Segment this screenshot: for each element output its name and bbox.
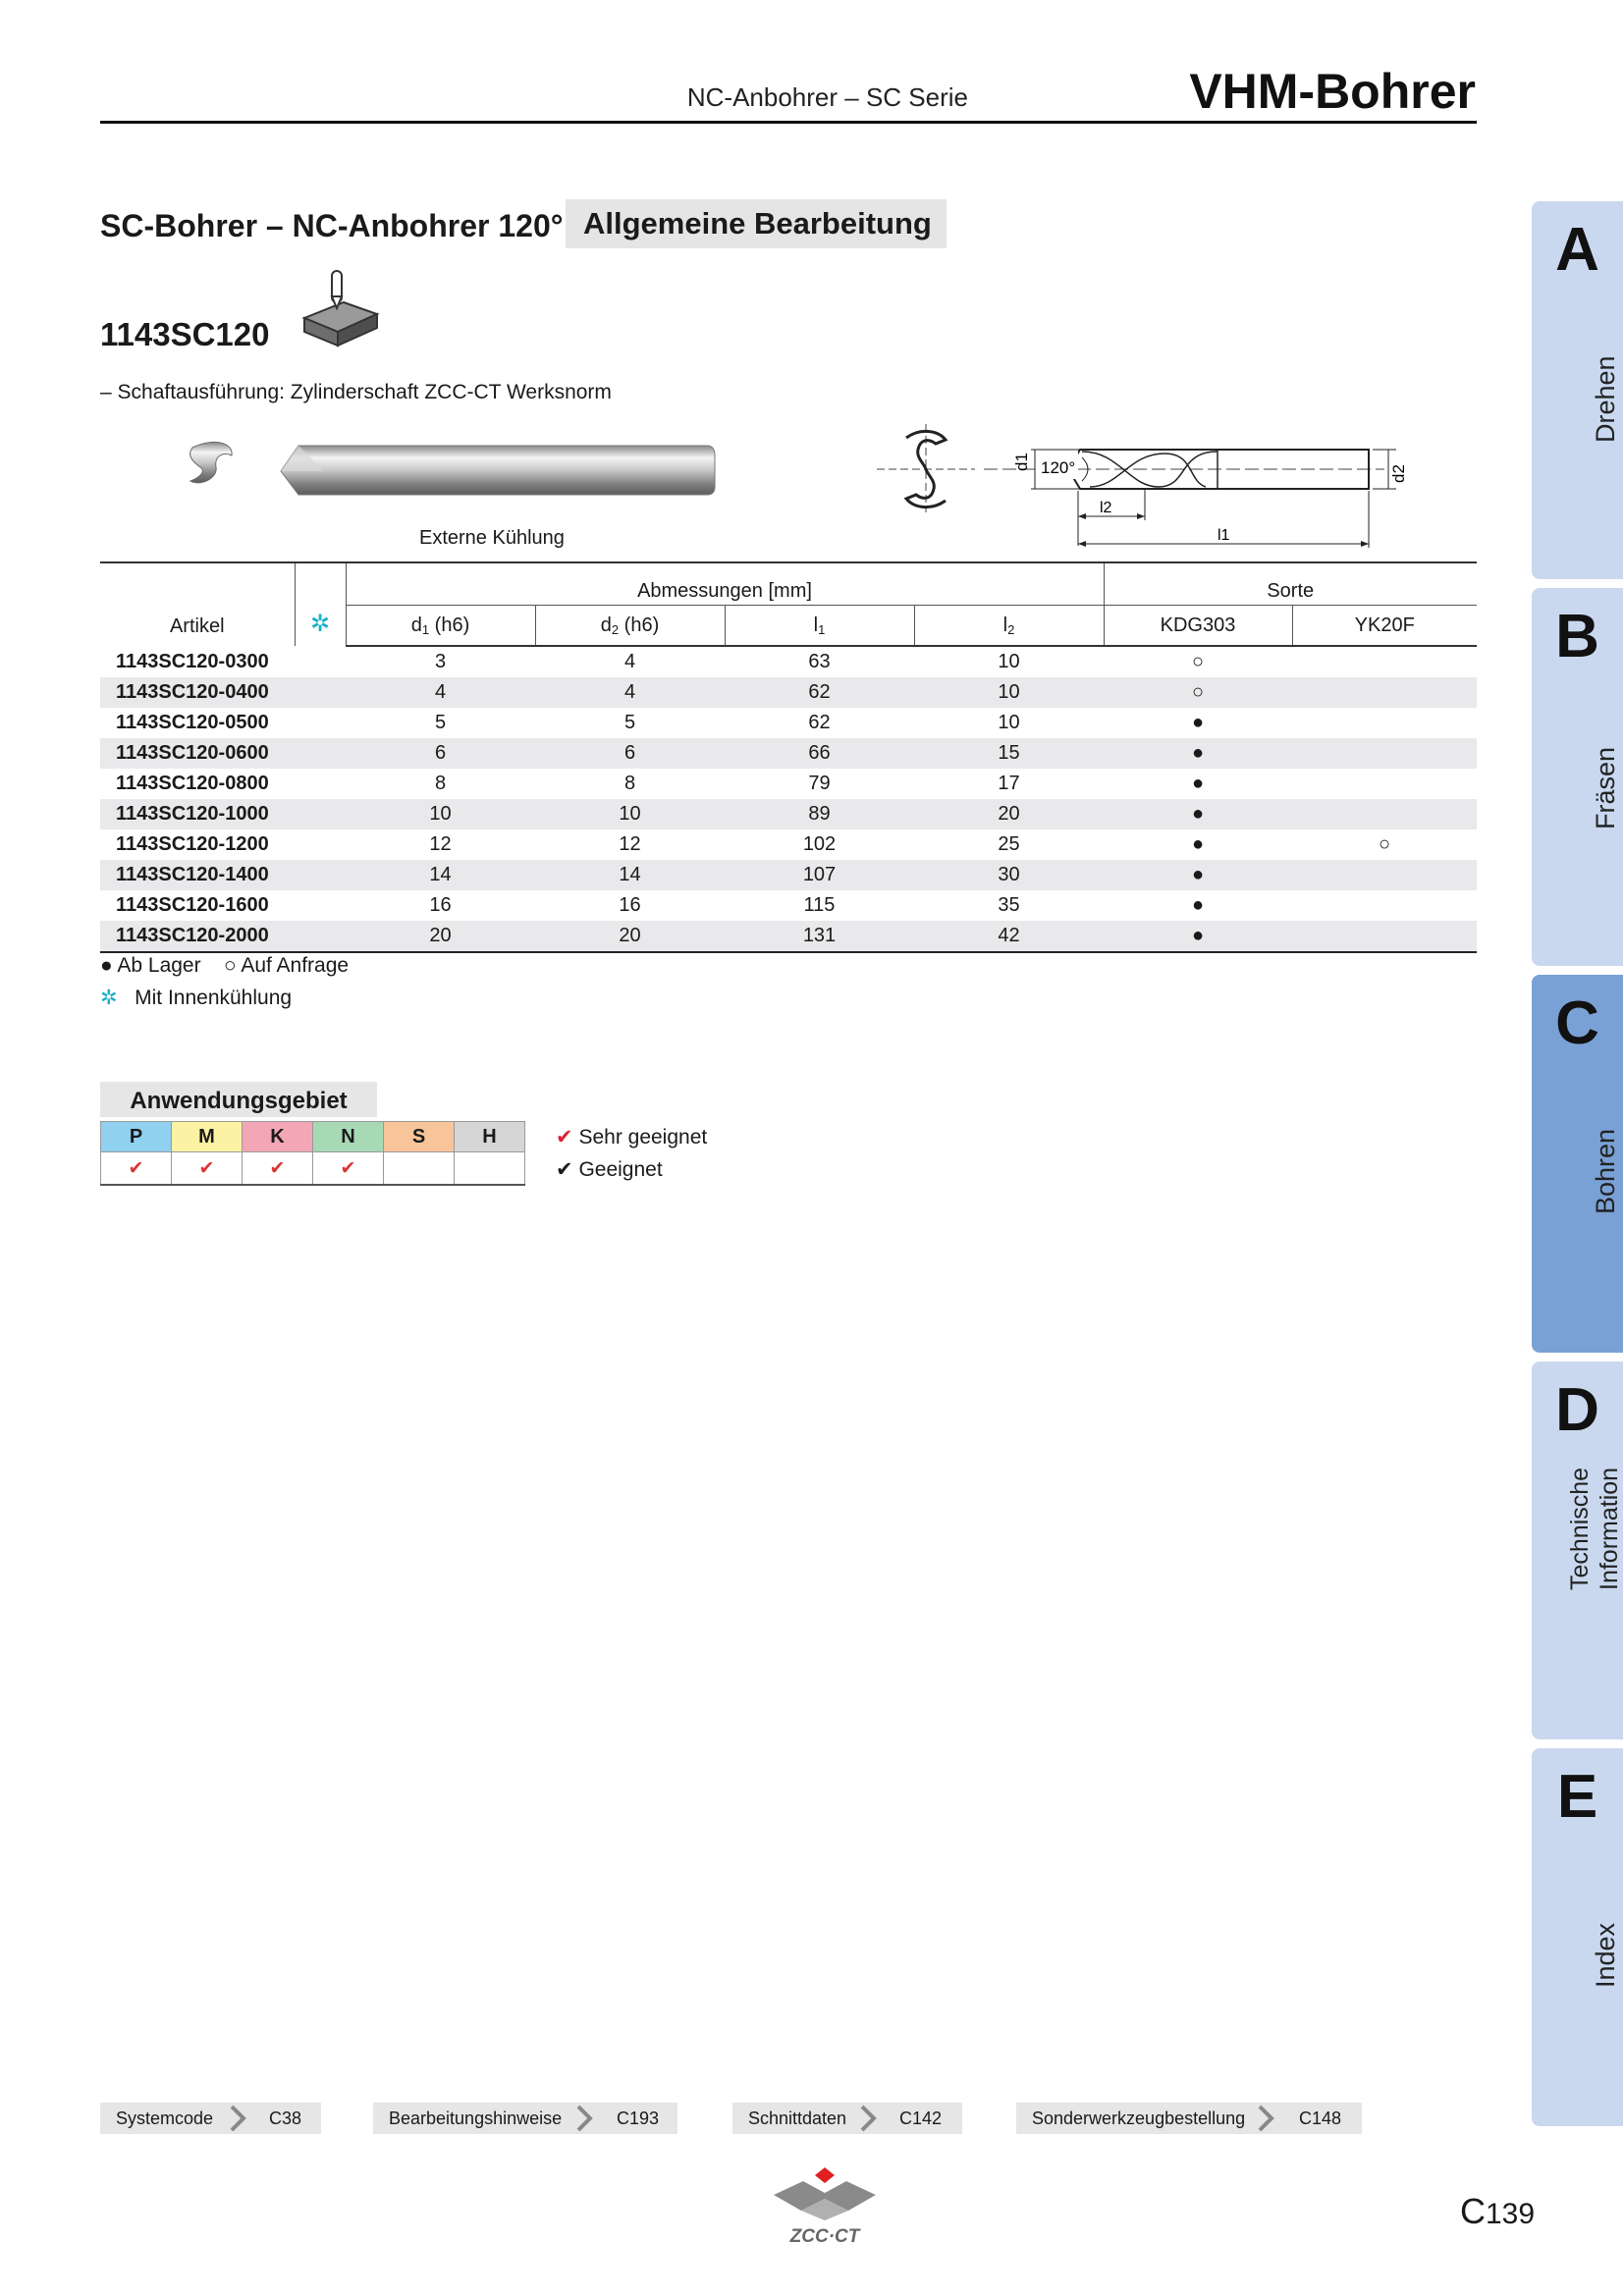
stock-symbol: ● bbox=[100, 954, 113, 977]
cell-yk20f bbox=[1292, 738, 1477, 769]
cell-yk20f bbox=[1292, 890, 1477, 921]
material-suitability-mark bbox=[455, 1152, 525, 1186]
col-header-l1 bbox=[725, 606, 914, 647]
col-tolerance: (h6) bbox=[429, 614, 470, 636]
tab-letter: B bbox=[1555, 603, 1599, 670]
tab-letter: D bbox=[1555, 1376, 1599, 1444]
group-header-dimensions: Abmessungen [mm] bbox=[346, 562, 1104, 606]
cell-kdg303: ● bbox=[1191, 833, 1205, 855]
table-row bbox=[100, 738, 1477, 769]
cell-coolant bbox=[295, 738, 346, 769]
col-header-yk20f: YK20F bbox=[1292, 606, 1477, 647]
cell-article: 1143SC120-0800 bbox=[116, 773, 269, 794]
cell-coolant bbox=[295, 890, 346, 921]
cell-kdg303: ○ bbox=[1104, 677, 1292, 708]
cell-l1: 66 bbox=[725, 738, 914, 769]
table-row bbox=[100, 921, 1477, 952]
page-section-letter: C bbox=[1460, 2191, 1486, 2231]
material-suitability-mark: ✔ bbox=[101, 1152, 172, 1186]
cell-l1: 62 bbox=[725, 677, 914, 708]
tab-fraesen[interactable] bbox=[1532, 588, 1623, 966]
legend-very-suitable bbox=[556, 1125, 707, 1149]
tab-index[interactable] bbox=[1532, 1748, 1623, 2126]
page-number-value: 139 bbox=[1486, 2198, 1536, 2230]
cell-d1: 16 bbox=[429, 894, 452, 916]
col-header-article: Artikel bbox=[169, 615, 225, 637]
ref-bearbeitungshinweise[interactable] bbox=[373, 2103, 677, 2134]
logo-text: ZCC·CT bbox=[789, 2226, 860, 2247]
application-badge: Allgemeine Bearbeitung bbox=[566, 199, 947, 248]
table-row bbox=[100, 708, 1477, 738]
header-rule bbox=[100, 121, 1477, 124]
series-code: 1143SC120 bbox=[100, 316, 270, 352]
col-symbol: d bbox=[600, 614, 612, 636]
cell-article: 1143SC120-0400 bbox=[100, 677, 295, 708]
tab-letter: E bbox=[1556, 1763, 1598, 1831]
col-symbol: d bbox=[410, 614, 422, 636]
cell-article: 1143SC120-0500 bbox=[116, 712, 269, 733]
chevron-right-icon bbox=[228, 2105, 249, 2132]
cell-d2: 8 bbox=[623, 773, 636, 794]
drill-photo-icon bbox=[177, 432, 719, 501]
stock-label: Ab Lager bbox=[117, 954, 201, 977]
cell-d1: 12 bbox=[429, 833, 452, 855]
tab-label-line: Technische bbox=[1566, 1467, 1594, 1590]
cell-kdg303: ● bbox=[1191, 894, 1205, 916]
workpiece-icon bbox=[297, 267, 385, 349]
cell-article: 1143SC120-0300 bbox=[116, 650, 269, 672]
cell-l1: 102 bbox=[802, 833, 837, 855]
dim-l1-label: l1 bbox=[1218, 527, 1230, 544]
dim-l2-label: l2 bbox=[1100, 500, 1112, 516]
cell-d1: 10 bbox=[346, 799, 535, 829]
cell-d1: 14 bbox=[346, 860, 535, 890]
cell-d1: 3 bbox=[434, 651, 447, 672]
cell-l2: 35 bbox=[998, 894, 1020, 916]
cell-l1: 89 bbox=[725, 799, 914, 829]
cell-coolant bbox=[295, 646, 346, 677]
header-series-label: NC-Anbohrer – SC Serie bbox=[686, 82, 968, 112]
material-suitability-mark: ✔ bbox=[243, 1152, 313, 1186]
tab-label: Index bbox=[1591, 1922, 1620, 1988]
cell-yk20f: ○ bbox=[1378, 833, 1391, 855]
ref-sonderwerkzeugbestellung[interactable] bbox=[1016, 2103, 1362, 2134]
cell-yk20f bbox=[1292, 860, 1477, 890]
cell-d1: 5 bbox=[434, 712, 447, 733]
cell-article: 1143SC120-0600 bbox=[100, 738, 295, 769]
material-n: N bbox=[313, 1122, 384, 1152]
cell-coolant bbox=[295, 708, 346, 738]
table-row bbox=[100, 890, 1477, 921]
ref-label: Systemcode bbox=[116, 2109, 214, 2128]
col-subscript: 2 bbox=[611, 621, 620, 637]
cell-l2: 42 bbox=[914, 921, 1104, 952]
ref-label: Sonderwerkzeugbestellung bbox=[1032, 2109, 1246, 2128]
ref-code: C193 bbox=[617, 2109, 660, 2128]
technical-drawing bbox=[972, 432, 1408, 550]
product-table bbox=[100, 561, 1477, 953]
material-k: K bbox=[243, 1122, 313, 1152]
ref-label: Bearbeitungshinweise bbox=[389, 2109, 563, 2128]
cell-d2: 20 bbox=[535, 921, 725, 952]
group-header-grade: Sorte bbox=[1104, 562, 1477, 606]
cell-kdg303: ● bbox=[1104, 799, 1292, 829]
legend-suitable bbox=[556, 1157, 663, 1182]
col-symbol: l bbox=[1002, 614, 1008, 636]
cell-d2: 12 bbox=[619, 833, 641, 855]
tab-bohren[interactable] bbox=[1532, 975, 1623, 1353]
cell-yk20f bbox=[1292, 646, 1477, 677]
material-m: M bbox=[172, 1122, 243, 1152]
col-header-l2 bbox=[914, 606, 1104, 647]
cell-yk20f bbox=[1292, 799, 1477, 829]
check-icon: ✔ bbox=[556, 1126, 573, 1148]
section-title: SC-Bohrer – NC-Anbohrer 120° bbox=[100, 208, 564, 243]
cell-l1: 63 bbox=[808, 651, 831, 672]
cell-l1: 131 bbox=[725, 921, 914, 952]
cell-coolant bbox=[295, 799, 346, 829]
cell-coolant bbox=[295, 860, 346, 890]
cell-d2: 14 bbox=[535, 860, 725, 890]
cell-l2: 10 bbox=[998, 712, 1020, 733]
cooling-legend bbox=[100, 986, 292, 1010]
material-suitability-mark: ✔ bbox=[313, 1152, 384, 1186]
material-suitability-mark: ✔ bbox=[172, 1152, 243, 1186]
tab-label bbox=[1565, 1468, 1624, 1590]
col-subscript: 1 bbox=[818, 621, 826, 637]
chevron-right-icon bbox=[858, 2105, 880, 2132]
col-header-d1 bbox=[346, 606, 535, 647]
cell-kdg303: ○ bbox=[1191, 651, 1205, 672]
zcc-ct-logo bbox=[766, 2160, 884, 2248]
tab-label: Fräsen bbox=[1591, 746, 1620, 829]
cell-d2: 16 bbox=[619, 894, 641, 916]
cell-l1: 79 bbox=[808, 773, 831, 794]
col-header-d2 bbox=[535, 606, 725, 647]
request-label: Auf Anfrage bbox=[241, 954, 350, 977]
coolant-icon: ✲ bbox=[295, 562, 346, 646]
cell-article: 1143SC120-1000 bbox=[100, 799, 295, 829]
cell-l2: 20 bbox=[914, 799, 1104, 829]
cell-d1: 8 bbox=[434, 773, 447, 794]
cell-l1: 115 bbox=[803, 894, 836, 916]
ref-label: Schnittdaten bbox=[748, 2109, 847, 2128]
cooling-label: Mit Innenkühlung bbox=[135, 987, 293, 1009]
col-header-kdg303: KDG303 bbox=[1104, 606, 1292, 647]
material-s: S bbox=[384, 1122, 455, 1152]
ref-code: C142 bbox=[899, 2109, 943, 2128]
header-title: VHM-Bohrer bbox=[1189, 64, 1476, 119]
cell-d2: 4 bbox=[535, 677, 725, 708]
cell-d2: 10 bbox=[535, 799, 725, 829]
cell-yk20f bbox=[1292, 677, 1477, 708]
dim-d1-label: d1 bbox=[1012, 453, 1031, 471]
material-grid bbox=[100, 1121, 525, 1186]
col-symbol: l bbox=[813, 614, 819, 636]
cell-l2: 30 bbox=[914, 860, 1104, 890]
cell-l1: 62 bbox=[808, 712, 831, 733]
table-row bbox=[100, 646, 1477, 677]
cell-l2: 25 bbox=[998, 833, 1020, 855]
legend-label: Sehr geeignet bbox=[578, 1126, 708, 1148]
cell-article: 1143SC120-1400 bbox=[100, 860, 295, 890]
cell-kdg303: ● bbox=[1104, 860, 1292, 890]
chevron-right-icon bbox=[1256, 2105, 1277, 2132]
ref-code: C148 bbox=[1299, 2109, 1342, 2128]
cell-yk20f bbox=[1292, 921, 1477, 952]
cell-kdg303: ● bbox=[1191, 773, 1205, 794]
cell-d1: 6 bbox=[346, 738, 535, 769]
external-cooling-label: Externe Kühlung bbox=[419, 527, 565, 549]
cell-l2: 17 bbox=[998, 773, 1020, 794]
cell-coolant bbox=[295, 829, 346, 860]
cell-d2: 6 bbox=[535, 738, 725, 769]
material-h: H bbox=[455, 1122, 525, 1152]
cell-kdg303: ● bbox=[1191, 712, 1205, 733]
cell-coolant bbox=[295, 677, 346, 708]
table-row bbox=[100, 677, 1477, 708]
cell-l2: 10 bbox=[998, 651, 1020, 672]
page-number bbox=[1460, 2191, 1535, 2232]
material-suitability-mark bbox=[384, 1152, 455, 1186]
cell-l2: 10 bbox=[914, 677, 1104, 708]
cell-coolant bbox=[295, 921, 346, 952]
table-row bbox=[100, 860, 1477, 890]
cell-article: 1143SC120-1200 bbox=[116, 833, 269, 855]
request-symbol: ○ bbox=[223, 954, 237, 977]
table-row bbox=[100, 799, 1477, 829]
cell-article: 1143SC120-2000 bbox=[100, 921, 295, 952]
shank-description: – Schaftausführung: Zylinderschaft ZCC-CT Werksnorm bbox=[100, 381, 612, 403]
availability-legend bbox=[100, 954, 349, 978]
cell-yk20f bbox=[1292, 769, 1477, 799]
table-row bbox=[100, 829, 1477, 860]
cell-yk20f bbox=[1292, 708, 1477, 738]
flute-section-icon bbox=[877, 424, 975, 512]
cell-article: 1143SC120-1600 bbox=[116, 894, 269, 916]
application-area-title: Anwendungsgebiet bbox=[100, 1082, 377, 1117]
cell-kdg303: ● bbox=[1104, 921, 1292, 952]
chevron-right-icon bbox=[574, 2105, 596, 2132]
material-p: P bbox=[101, 1122, 172, 1152]
coolant-icon: ✲ bbox=[100, 987, 118, 1009]
cell-d1: 20 bbox=[346, 921, 535, 952]
col-subscript: 2 bbox=[1007, 621, 1015, 637]
ref-code: C38 bbox=[269, 2109, 302, 2128]
col-subscript: 1 bbox=[421, 621, 430, 637]
cell-l2: 15 bbox=[914, 738, 1104, 769]
col-tolerance: (h6) bbox=[619, 614, 660, 636]
cell-kdg303: ● bbox=[1104, 738, 1292, 769]
tab-label: Drehen bbox=[1591, 355, 1620, 443]
dim-d2-label: d2 bbox=[1389, 464, 1408, 483]
cell-coolant bbox=[295, 769, 346, 799]
check-icon: ✔ bbox=[556, 1158, 573, 1181]
cell-d1: 4 bbox=[346, 677, 535, 708]
cell-l1: 107 bbox=[725, 860, 914, 890]
tab-label: Bohren bbox=[1591, 1128, 1620, 1214]
ref-systemcode[interactable] bbox=[100, 2103, 321, 2134]
tab-letter: A bbox=[1555, 216, 1599, 284]
ref-schnittdaten[interactable] bbox=[732, 2103, 962, 2134]
tab-label-line: Information bbox=[1596, 1467, 1623, 1590]
table-row bbox=[100, 769, 1477, 799]
dim-angle-label: 120° bbox=[1041, 458, 1076, 477]
cell-d2: 5 bbox=[623, 712, 636, 733]
cell-d2: 4 bbox=[623, 651, 636, 672]
tab-drehen[interactable] bbox=[1532, 201, 1623, 579]
tab-letter: C bbox=[1555, 989, 1599, 1057]
legend-label: Geeignet bbox=[578, 1158, 663, 1181]
tab-technische-information[interactable] bbox=[1532, 1362, 1623, 1739]
